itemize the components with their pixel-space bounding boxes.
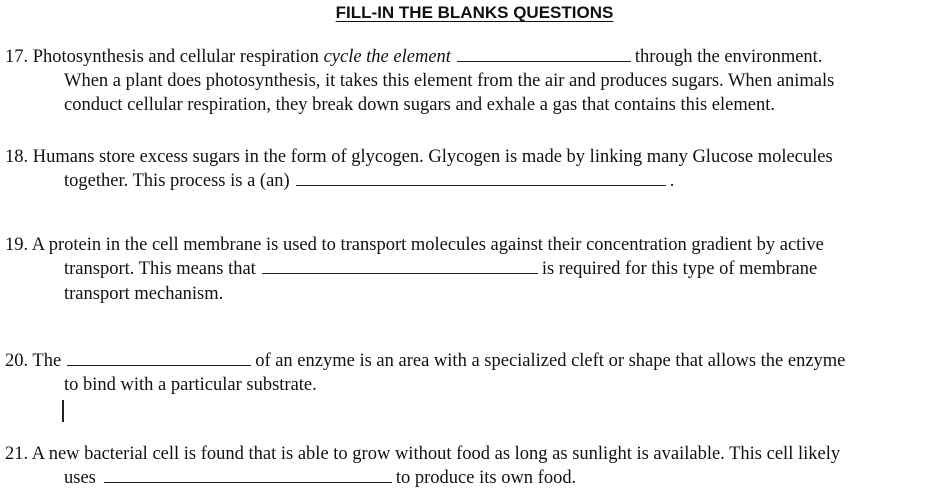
question-20-line-1 — [5, 349, 845, 373]
question-21-line-2 — [64, 466, 576, 490]
question-17-italic-text: cycle the element — [323, 47, 451, 67]
question-21-text-a: uses — [64, 468, 96, 488]
page-title: FILL-IN THE BLANKS QUESTIONS — [335, 3, 614, 22]
question-21-text-b: to produce its own food. — [395, 468, 577, 488]
question-17-line-3: conduct cellular respiration, they break down sugars and exhale a gas that contains this element. — [64, 95, 775, 115]
question-20-line-2: to bind with a particular substrate. — [64, 375, 317, 395]
question-19-line-3: transport mechanism. — [64, 284, 224, 304]
question-19-line-2 — [64, 257, 817, 281]
question-20-text-b: of an enzyme is an area with a specialized cleft or shape that allows the enzyme — [255, 351, 846, 371]
question-18-text-b: . — [669, 171, 675, 191]
question-20-text-a: 20. The — [5, 351, 62, 371]
question-18-line-1: 18. Humans store excess sugars in the form of glycogen. Glycogen is made by linking many Glucose molecules — [5, 147, 833, 167]
question-18-blank[interactable] — [296, 170, 666, 186]
question-17-line-1 — [5, 45, 822, 69]
question-18-text-a: together. This process is a (an) — [64, 171, 290, 191]
question-21-line-1: 21. A new bacterial cell is found that is able to grow without food as long as sunlight is available. This cell likely — [5, 444, 841, 464]
question-17-blank[interactable] — [457, 46, 631, 62]
question-21-blank[interactable] — [104, 467, 392, 483]
question-19-text-a: transport. This means that — [64, 259, 256, 279]
question-17-line-2: When a plant does photosynthesis, it takes this element from the air and produces sugars. When animals — [64, 71, 835, 91]
question-20-blank[interactable] — [67, 350, 251, 366]
text-cursor — [62, 400, 64, 422]
question-19-line-1: 19. A protein in the cell membrane is used to transport molecules against their concentration gradient by active — [5, 235, 824, 255]
question-19-text-b: is required for this type of membrane — [541, 259, 818, 279]
question-17-text-b: through the environment. — [634, 47, 823, 67]
question-18-line-2 — [64, 169, 674, 193]
question-17-text-a: 17. Photosynthesis and cellular respiration — [5, 47, 319, 67]
question-19-blank[interactable] — [262, 258, 538, 274]
